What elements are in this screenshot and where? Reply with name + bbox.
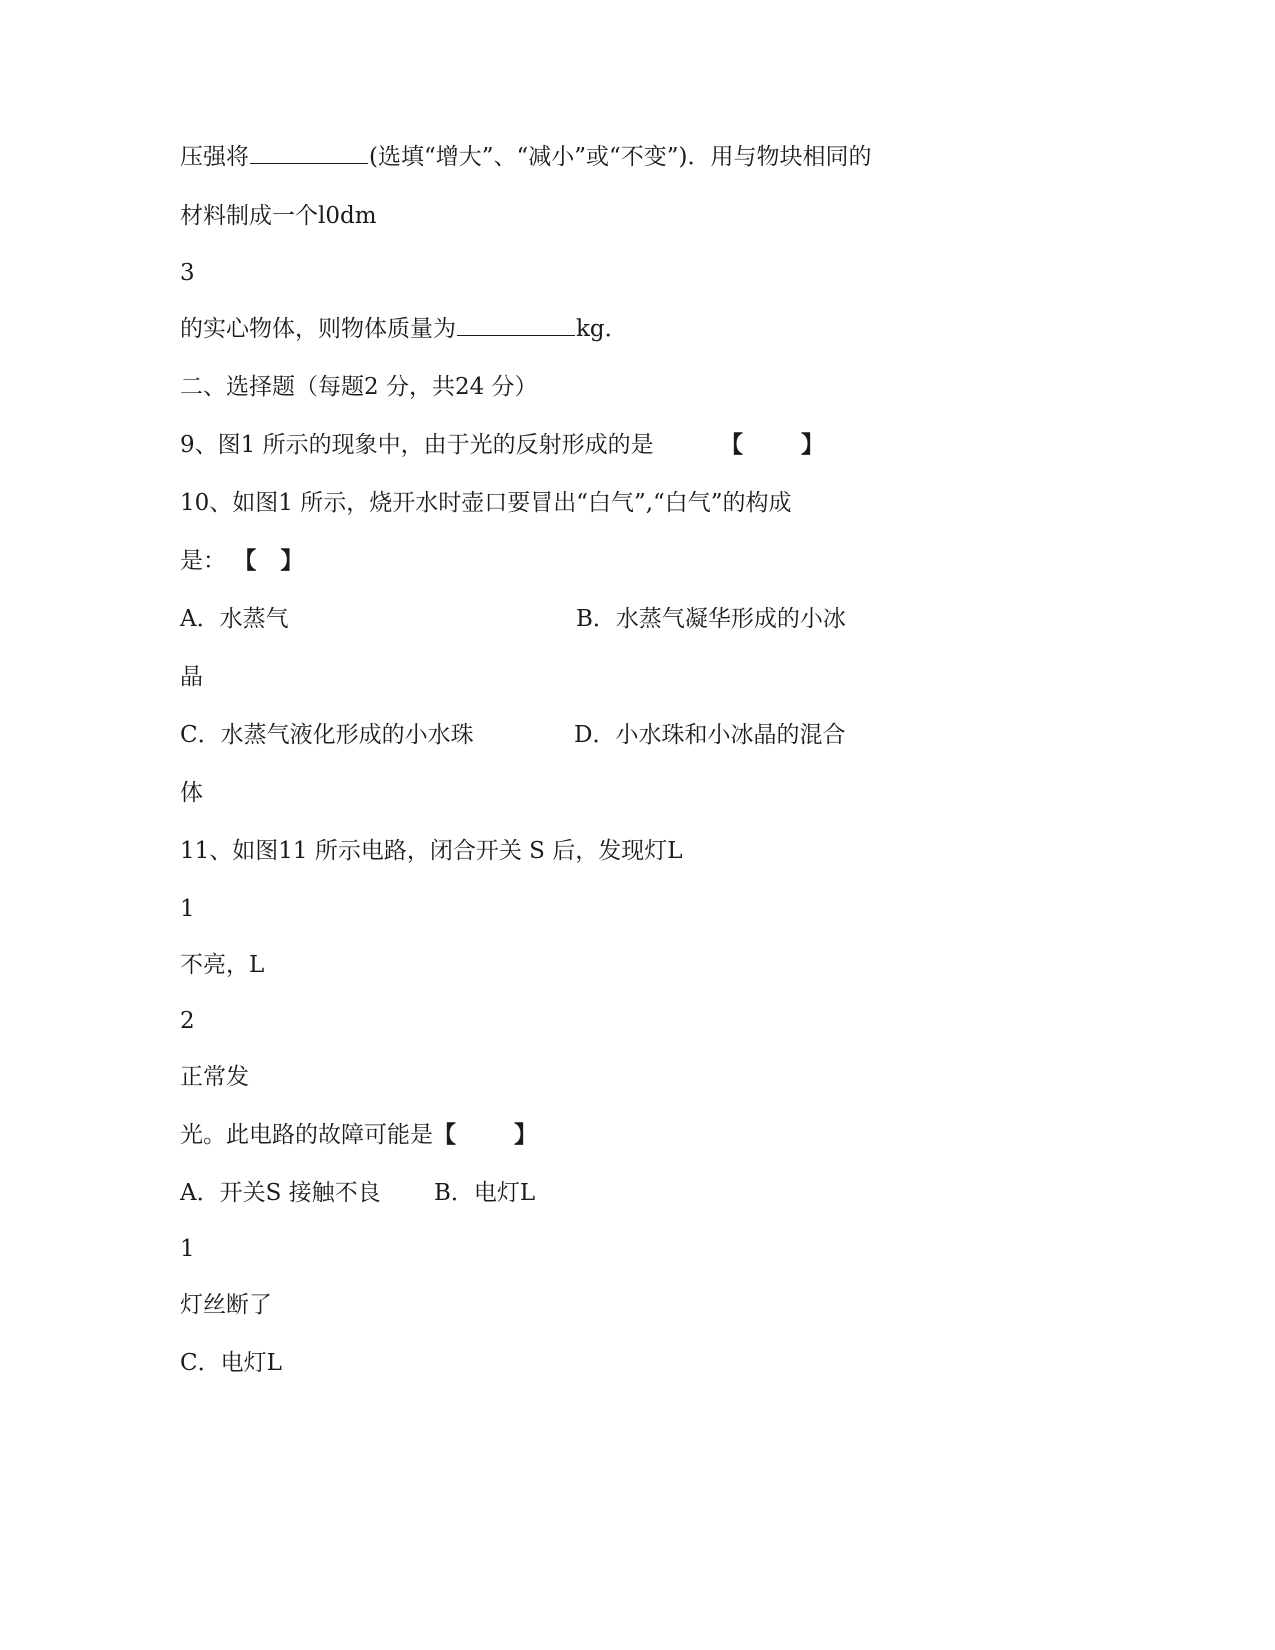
text-segment: 光。此电路的故障可能是: [180, 1122, 433, 1148]
text-line-1: [180, 142, 872, 172]
text-line-subscript: [180, 1234, 195, 1264]
options-ab-q11: [180, 1178, 536, 1208]
answer-bracket: [720, 430, 824, 460]
text-segment: 9、图1 所示的现象中，由于光的反射形成的是: [180, 432, 654, 458]
bracket-close: 】: [280, 547, 304, 574]
text-segment: 的实心物体，则物体质量为: [180, 316, 456, 342]
text-segment: 2: [180, 1008, 195, 1034]
question-10: [180, 488, 792, 518]
option-b: B．水蒸气凝华形成的小冰: [576, 606, 846, 632]
option-b-cont: [180, 662, 203, 692]
question-9: [180, 430, 824, 460]
text-segment: kg．: [576, 316, 628, 342]
section-heading: [180, 372, 538, 402]
text-segment: 10、如图1 所示，烧开水时壶口要冒出“白气”,“白气”的构成: [180, 490, 792, 516]
text-segment: 1: [180, 1236, 195, 1262]
text-line: [180, 1062, 249, 1092]
option-d: D．小水珠和小冰晶的混合: [574, 722, 846, 748]
text-segment: 11、如图11 所示电路，闭合开关 S 后，发现灯L: [180, 838, 683, 864]
option-c: [180, 1348, 282, 1378]
text-segment: 正常发: [180, 1064, 249, 1090]
text-line-4: [180, 314, 628, 344]
text-segment: 1: [180, 896, 195, 922]
text-segment: C．电灯L: [180, 1350, 282, 1376]
option-b-cont: [180, 1290, 272, 1320]
question-11: [180, 836, 683, 866]
options-cd: [180, 720, 846, 750]
text-segment: 材料制成一个l0dm: [180, 203, 377, 229]
option-d-cont: [180, 778, 203, 808]
bracket-open: 【: [433, 1121, 456, 1148]
text-segment: 二、选择题（每题2 分，共24 分）: [180, 374, 538, 400]
text-line-subscript: [180, 894, 195, 924]
fill-blank-2: [457, 315, 575, 336]
question-11-cont: [180, 1120, 537, 1150]
text-line-3: [180, 258, 195, 288]
text-segment: 晶: [180, 664, 203, 690]
text-segment: 压强将: [180, 144, 249, 170]
text-segment: 不亮，L: [180, 952, 265, 978]
option-a: A．开关S 接触不良: [180, 1180, 381, 1206]
option-c: C．水蒸气液化形成的小水珠: [180, 722, 474, 748]
text-line-subscript: [180, 1006, 195, 1036]
option-a: A．水蒸气: [180, 606, 289, 632]
bracket-open: 【: [720, 431, 743, 458]
text-line-2: [180, 201, 377, 231]
text-segment: 灯丝断了: [180, 1292, 272, 1318]
options-ab: [180, 604, 846, 634]
bracket-open: 【: [233, 547, 257, 574]
text-line: [180, 950, 264, 980]
option-b: B．电灯L: [434, 1180, 536, 1206]
text-segment: (选填“增大”、“减小”或“不变”)．用与物块相同的: [369, 144, 872, 170]
bracket-close: 】: [801, 431, 824, 458]
fill-blank-1: [250, 143, 368, 164]
text-segment: 是：: [180, 548, 226, 574]
text-segment: 3: [180, 260, 195, 286]
text-segment: 体: [180, 780, 203, 806]
question-10-cont: [180, 546, 303, 576]
bracket-close: 】: [514, 1121, 537, 1148]
